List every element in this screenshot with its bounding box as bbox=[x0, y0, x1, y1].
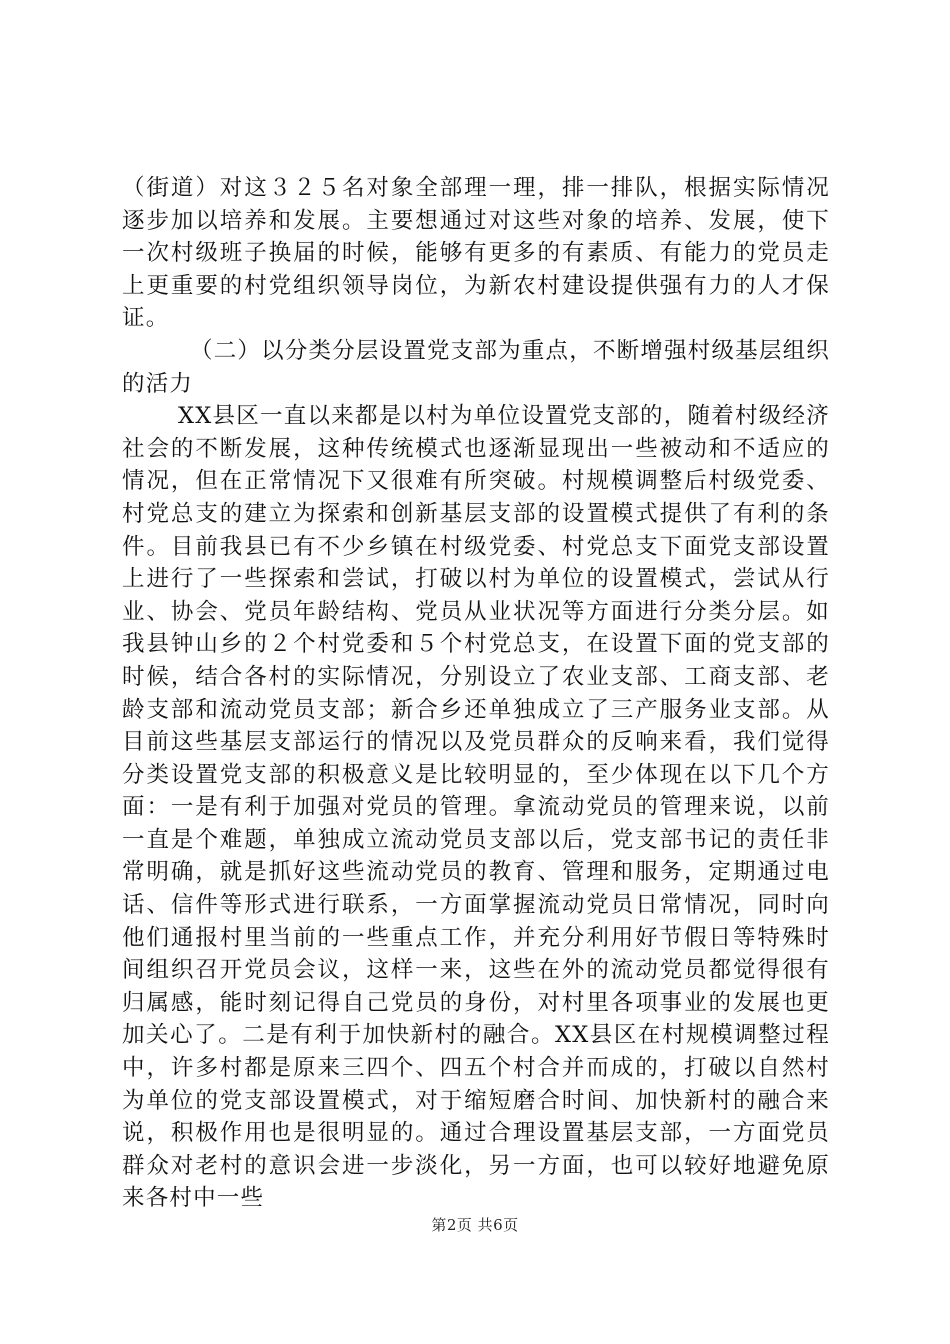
paragraph-continued: （街道）对这３２５名对象全部理一理，排一排队，根据实际情况逐步加以培养和发展。主要想通过对这些对象的培养、发展，使下一次村级班子换届的时候，能够有更多的有素质、有能力的党员走上更重要的村党组织领导岗位，为新农村建设提供强有力的人才保证。 bbox=[122, 175, 830, 332]
section-heading: （二）以分类分层设置党支部为重点，不断增强村级基层组织的活力 bbox=[122, 337, 830, 397]
page-footer: 第2页 共6页 bbox=[431, 1216, 519, 1234]
paragraph-body: XX县区一直以来都是以村为单位设置党支部的，随着村级经济社会的不断发展，这种传统模式也逐渐显现出一些被动和不适应的情况，但在正常情况下又很难有所突破。村规模调整后村级党委、村党总支的建立为探索和创新基层支部的设置模式提供了有利的条件。目前我县已有不少乡镇在村级党委、村党总支下面党支部设置上进行了一些探索和尝试，打破以村为单位的设置模式，尝试从行业、协会、党员年龄结构、党员从业状况等方面进行分类分层。如我县钟山乡的２个村党委和５个村党总支，在设置下面的党支部的时候，结合各村的实际情况，分别设立了农业支部、工商支部、老龄支部和流动党员支部；新合乡还单独成立了三产服务业支部。从目前这些基层支部运行的情况以及党员群众的反响来看，我们觉得分类设置党支部的积极意义是比较明显的，至少体现在以下几个方面：一是有利于加强对党员的管理。拿流动党员的管理来说，以前一直是个难题，单独成立流动党员支部以后，党支部书记的责任非常明确，就是抓好这些流动党员的教育、管理和服务，定期通过电话、信件等形式进行联系，一方面掌握流动党员日常情况，同时向他们通报村里当前的一些重点工作，并充分利用好节假日等特殊时间组织召开党员会议，这样一来，这些在外的流动党员都觉得很有归属感，能时刻记得自己党员的身份，对村里各项事业的发展也更加关心了。二是有利于加快新村的融合。XX县区在村规模调整过程中，许多村都是原来三四个、四五个村合并而成的，打破以自然村为单位的党支部设置模式，对于缩短磨合时间、加快新村的融合来说，积极作用也是很明显的。通过合理设置基层支部，一方面党员群众对老村的意识会进一步淡化，另一方面，也可以较好地避免原来各村中一些 bbox=[122, 403, 830, 1212]
document-body bbox=[122, 172, 830, 1215]
